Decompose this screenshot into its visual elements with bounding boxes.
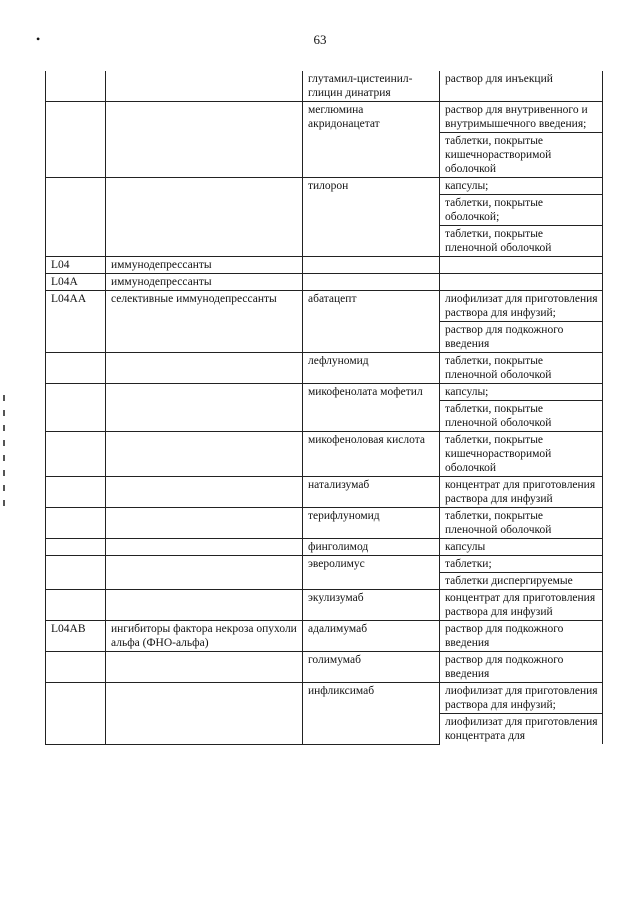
drug-classification-table xyxy=(45,71,603,745)
dosage-form-cell: таблетки, покрытые кишечнорастворимой оболочкой xyxy=(440,133,603,178)
drug-name-cell: адалимумаб xyxy=(303,621,440,652)
table-row xyxy=(46,432,603,477)
group-name-cell xyxy=(106,539,303,556)
dosage-form-cell: лиофилизат для приготовления раствора для инфузий; xyxy=(440,683,603,714)
dosage-form-cell: лиофилизат для приготовления концентрата для xyxy=(440,714,603,745)
atc-code-cell xyxy=(46,539,106,556)
drug-name-cell: глутамил-цистеинил-глицин динатрия xyxy=(303,71,440,102)
dosage-form-cell xyxy=(440,257,603,274)
table-body xyxy=(46,71,603,744)
dosage-form-cell: таблетки; xyxy=(440,556,603,573)
drug-name-cell: лефлуномид xyxy=(303,353,440,384)
group-name-cell xyxy=(106,683,303,745)
table-row xyxy=(46,683,603,714)
atc-code-cell xyxy=(46,432,106,477)
drug-name-cell: абатацепт xyxy=(303,291,440,353)
group-name-cell xyxy=(106,477,303,508)
atc-code-cell xyxy=(46,477,106,508)
group-name-cell: иммунодепрессанты xyxy=(106,257,303,274)
drug-name-cell: натализумаб xyxy=(303,477,440,508)
dosage-form-cell: таблетки, покрытые пленочной оболочкой xyxy=(440,226,603,257)
table-row xyxy=(46,477,603,508)
page-number: 63 xyxy=(313,32,327,47)
atc-code-cell xyxy=(46,652,106,683)
dosage-form-cell: таблетки, покрытые пленочной оболочкой xyxy=(440,508,603,539)
corner-mark: • xyxy=(36,32,41,46)
dosage-form-cell: раствор для внутривенного и внутримышечного введения; xyxy=(440,102,603,133)
drug-name-cell: микофенолата мофетил xyxy=(303,384,440,432)
dosage-form-cell: раствор для подкожного введения xyxy=(440,652,603,683)
dosage-form-cell: капсулы; xyxy=(440,178,603,195)
table-row xyxy=(46,539,603,556)
dosage-form-cell: таблетки, покрытые кишечнорастворимой оболочкой xyxy=(440,432,603,477)
atc-code-cell: L04A xyxy=(46,274,106,291)
table-row xyxy=(46,71,603,102)
atc-code-cell xyxy=(46,590,106,621)
group-name-cell xyxy=(106,353,303,384)
dosage-form-cell: капсулы; xyxy=(440,384,603,401)
table-row xyxy=(46,102,603,133)
group-name-cell: селективные иммунодепрессанты xyxy=(106,291,303,353)
margin-dash xyxy=(3,395,5,401)
table-row xyxy=(46,621,603,652)
drug-name-cell: финголимод xyxy=(303,539,440,556)
table-row xyxy=(46,257,603,274)
group-name-cell xyxy=(106,384,303,432)
margin-dash xyxy=(3,470,5,476)
dosage-form-cell: таблетки диспергируемые xyxy=(440,573,603,590)
margin-dash xyxy=(3,485,5,491)
group-name-cell xyxy=(106,71,303,102)
dosage-form-cell: таблетки, покрытые оболочкой; xyxy=(440,195,603,226)
drug-name-cell: эверолимус xyxy=(303,556,440,590)
dosage-form-cell: таблетки, покрытые пленочной оболочкой xyxy=(440,353,603,384)
margin-dash xyxy=(3,500,5,506)
drug-name-cell: инфликсимаб xyxy=(303,683,440,745)
dosage-form-cell: раствор для инъекций xyxy=(440,71,603,102)
dosage-form-cell: лиофилизат для приготовления раствора для инфузий; xyxy=(440,291,603,322)
drug-name-cell xyxy=(303,257,440,274)
group-name-cell xyxy=(106,508,303,539)
atc-code-cell xyxy=(46,683,106,745)
dosage-form-cell: таблетки, покрытые пленочной оболочкой xyxy=(440,401,603,432)
drug-name-cell: экулизумаб xyxy=(303,590,440,621)
drug-name-cell xyxy=(303,274,440,291)
dosage-form-cell: раствор для подкожного введения xyxy=(440,322,603,353)
atc-code-cell xyxy=(46,508,106,539)
atc-code-cell xyxy=(46,178,106,257)
table-row xyxy=(46,353,603,384)
table-row xyxy=(46,384,603,401)
group-name-cell xyxy=(106,556,303,590)
margin-dash xyxy=(3,410,5,416)
group-name-cell xyxy=(106,590,303,621)
drug-name-cell: терифлуномид xyxy=(303,508,440,539)
atc-code-cell xyxy=(46,102,106,178)
atc-code-cell xyxy=(46,71,106,102)
table-row xyxy=(46,274,603,291)
drug-name-cell: меглюмина акридонацетат xyxy=(303,102,440,178)
group-name-cell xyxy=(106,652,303,683)
atc-code-cell: L04AB xyxy=(46,621,106,652)
margin-dash xyxy=(3,440,5,446)
drug-name-cell: микофеноловая кислота xyxy=(303,432,440,477)
atc-code-cell xyxy=(46,556,106,590)
margin-dash xyxy=(3,425,5,431)
atc-code-cell xyxy=(46,384,106,432)
table-row xyxy=(46,652,603,683)
group-name-cell xyxy=(106,178,303,257)
dosage-form-cell: капсулы xyxy=(440,539,603,556)
atc-code-cell: L04AA xyxy=(46,291,106,353)
drug-name-cell: тилорон xyxy=(303,178,440,257)
margin-dash xyxy=(3,455,5,461)
dosage-form-cell: концентрат для приготовления раствора для инфузий xyxy=(440,590,603,621)
dosage-form-cell xyxy=(440,274,603,291)
table-row xyxy=(46,178,603,195)
group-name-cell: ингибиторы фактора некроза опухоли альфа (ФНО-альфа) xyxy=(106,621,303,652)
table-row xyxy=(46,291,603,322)
dosage-form-cell: раствор для подкожного введения xyxy=(440,621,603,652)
table-row xyxy=(46,590,603,621)
atc-code-cell xyxy=(46,353,106,384)
group-name-cell xyxy=(106,432,303,477)
atc-code-cell: L04 xyxy=(46,257,106,274)
table-row xyxy=(46,556,603,573)
group-name-cell: иммунодепрессанты xyxy=(106,274,303,291)
drug-name-cell: голимумаб xyxy=(303,652,440,683)
dosage-form-cell: концентрат для приготовления раствора для инфузий xyxy=(440,477,603,508)
group-name-cell xyxy=(106,102,303,178)
table-row xyxy=(46,508,603,539)
